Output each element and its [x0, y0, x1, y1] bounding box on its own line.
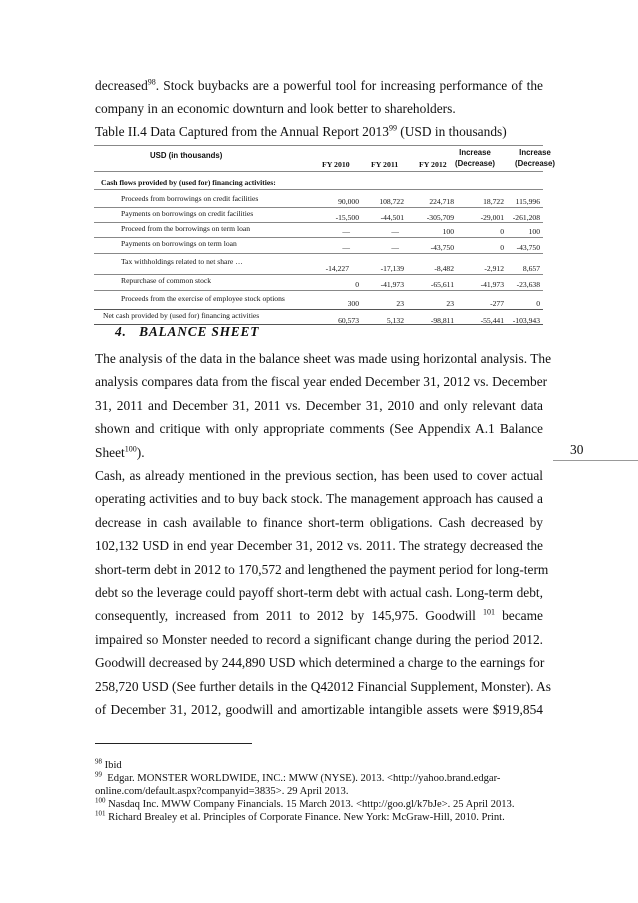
row-label: Repurchase of common stock — [121, 276, 212, 285]
row-label: Proceeds from borrowings on credit facilities — [121, 194, 259, 203]
cell: -305,709 — [426, 213, 454, 222]
paragraph-line: decrease in cash available to finance short-term obligations. Cash decreased by — [95, 514, 543, 530]
row-divider — [94, 237, 543, 238]
cell: 0 — [500, 243, 504, 252]
paragraph-line: impaired so Monster needed to record a significant change during the period 2012. — [95, 631, 543, 647]
cell: 108,722 — [379, 197, 404, 206]
cell: -41,973 — [380, 280, 404, 289]
paragraph-line: debt so the leverage could payoff short-term debt with actual cash. Long-term debt, — [95, 585, 543, 601]
paragraph-line: Cash, as already mentioned in the previous section, has been used to cover actual — [95, 468, 543, 484]
col-header-fy2012: FY 2012 — [419, 160, 447, 169]
footnote-99-cont: online.com/default.aspx?companyid=3835>. 29 April 2013. — [95, 786, 349, 797]
row-divider — [94, 290, 543, 291]
table-caption: Table II.4 Data Captured from the Annual Report 2013$^{99}$ (USD in thousands) — [95, 123, 507, 139]
table-top-border — [94, 145, 543, 146]
cell: -29,001 — [480, 213, 504, 222]
cell: 60,573 — [338, 316, 359, 325]
cell: -65,611 — [430, 280, 454, 289]
cell: 300 — [347, 299, 359, 308]
cell: -98,811 — [430, 316, 454, 325]
footnote-ref-100[interactable]: 100 — [124, 444, 137, 454]
section-heading: 4. BALANCE SHEET — [115, 324, 260, 339]
footnote-101: $^{101}$ Richard Brealey et al. Principles of Corporate Finance. New York: McGraw-Hill, 2010. Print. — [95, 809, 505, 823]
page-number-rule — [553, 460, 638, 461]
footnote-ref-101[interactable]: 101 — [482, 608, 495, 617]
cell: -43,750 — [516, 243, 540, 252]
intro-line-2: company in an economic downturn and look better to shareholders. — [95, 101, 456, 117]
cell: -44,501 — [380, 213, 404, 222]
cell: 23 — [396, 299, 404, 308]
header-divider — [94, 171, 543, 172]
body-text — [95, 347, 552, 722]
row-divider — [94, 274, 543, 275]
intro-line-1: decreased$^{98}$. Stock buybacks are a powerful tool for increasing performance of the — [95, 77, 543, 93]
paragraph-line: Sheet$^{100}$). — [95, 444, 145, 460]
cell: 18,722 — [483, 197, 504, 206]
row-label: Payments on borrowings on credit facilities — [121, 209, 254, 218]
cell: — — [342, 243, 350, 252]
cell: -277 — [490, 299, 504, 308]
cell: -55,441 — [480, 316, 504, 325]
section-title: Cash flows provided by (used for) financing activities: — [101, 178, 276, 187]
footnote-99: $^{99}$ Edgar. MONSTER WORLDWIDE, INC.: MWW (NYSE). 2013. <http://yahoo.brand.edgar- — [95, 770, 501, 784]
row-label: Proceed from the borrowings on term loan — [121, 224, 251, 233]
paragraph-line: shown and critique with only appropriate comments (See Appendix A.1 Balance — [95, 421, 543, 437]
cell: -8,482 — [434, 264, 454, 273]
cell: -2,912 — [484, 264, 504, 273]
row-divider — [94, 222, 543, 223]
cell: -17,139 — [380, 264, 404, 273]
row-divider — [94, 253, 543, 254]
page-number: 30 — [570, 442, 584, 457]
paragraph-line: consequently, increased from 2011 to 2012 by 145,975. Goodwill $^{101}$ became — [95, 608, 543, 624]
paragraph-line: Goodwill decreased by 244,890 USD which determined a charge to the earnings for — [95, 655, 545, 671]
paragraph-line: 31, 2011 and December 31, 2011 vs. December 31, 2010 and only relevant data — [95, 397, 543, 413]
cell: -14,227 — [325, 264, 349, 273]
cell: 115,996 — [515, 197, 540, 206]
row-label: Tax withholdings related to net share … — [121, 257, 243, 266]
cell: 0 — [500, 227, 504, 236]
paragraph-line: 102,132 USD in end year December 31, 2012 vs. 2011. The strategy decreased the — [95, 538, 543, 554]
cell: 224,718 — [429, 197, 454, 206]
cell: 90,000 — [338, 197, 359, 206]
cell: 100 — [442, 227, 454, 236]
paragraph-line: 258,720 USD (See further details in the Q42012 Financial Supplement, Monster). As — [95, 678, 551, 694]
footnote-ref-99[interactable]: 99 — [388, 123, 397, 133]
paragraph-line: short-term debt in 2012 to 170,572 and lengthened the payment period for long-term — [95, 561, 549, 577]
col-header-fy2010: FY 2010 — [322, 160, 350, 169]
col-header-increase-1: Increase (Decrease) — [455, 148, 495, 168]
cell: — — [391, 227, 399, 236]
cell: — — [391, 243, 399, 252]
footnote-98: $^{98}$ Ibid — [95, 757, 122, 771]
row-label: Proceeds from the exercise of employee stock options — [121, 294, 285, 303]
cell: -103,943 — [512, 316, 540, 325]
section-divider — [94, 189, 543, 190]
cell: 0 — [536, 299, 540, 308]
footnote-100: $^{100}$ Nasdaq Inc. MWW Company Financials. 15 March 2013. <http://goo.gl/k7bJe>. 25 April 2013. — [95, 796, 515, 810]
cell: 100 — [528, 227, 540, 236]
financing-activities-table — [0, 0, 638, 330]
row-divider — [94, 207, 543, 208]
col-header-fy2011: FY 2011 — [371, 160, 399, 169]
col-header-increase-2: Increase (Decrease) — [515, 148, 555, 168]
cell: -43,750 — [430, 243, 454, 252]
total-divider — [94, 309, 543, 310]
cell: -23,638 — [516, 280, 540, 289]
cell: 23 — [446, 299, 454, 308]
paragraph-line: of December 31, 2012, goodwill and amortizable intangible assets were $919,854 — [95, 702, 543, 718]
cell: -15,500 — [335, 213, 359, 222]
cell: -41,973 — [480, 280, 504, 289]
paragraph-line: The analysis of the data in the balance sheet was made using horizontal analysis. The — [95, 351, 552, 366]
footnote-ref-98[interactable]: 98 — [147, 77, 156, 87]
paragraph-line: analysis compares data from the fiscal year ended December 31, 2012 vs. December — [95, 374, 548, 390]
table-unit-header: USD (in thousands) — [150, 151, 223, 160]
total-label: Net cash provided by (used for) financing activities — [103, 311, 260, 320]
footnote-separator — [95, 743, 252, 744]
cell: 5,132 — [386, 316, 404, 325]
paragraph-line: operating activities and to buy back stock. The management approach has caused a — [95, 491, 543, 507]
cell: — — [342, 227, 350, 236]
row-label: Payments on borrowings on term loan — [121, 239, 237, 248]
footnotes — [95, 759, 555, 824]
cell: 0 — [355, 280, 359, 289]
cell: 8,657 — [522, 264, 540, 273]
cell: -261,208 — [512, 213, 540, 222]
